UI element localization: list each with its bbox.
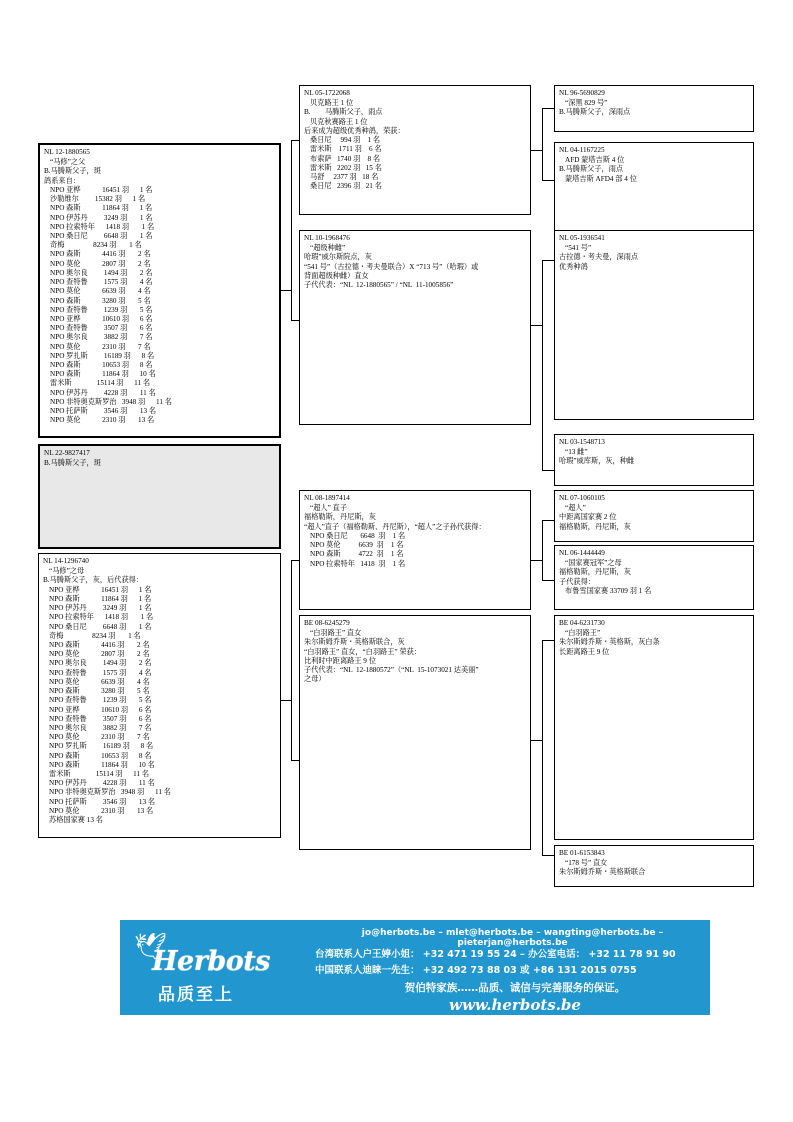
- pigeon-note: 蒙塔吉斯 AFD4 部 4 位: [565, 174, 637, 183]
- result-row: NPO 查特鲁 1239 羽 5 名: [49, 696, 152, 705]
- result-row: NPO 奥尔良 1494 羽 2 名: [49, 659, 152, 668]
- ring-number: NL 08-1897414: [304, 494, 350, 502]
- ring-number: NL 05-1722068: [304, 89, 350, 97]
- result-row: NPO 桑日尼 6648 羽 1 名: [50, 231, 153, 240]
- pedigree-node-dam: [38, 553, 281, 838]
- result-row: NPO 奥尔良 3882 羽 7 名: [49, 723, 152, 732]
- pigeon-strain: 朱尔斯姆乔斯・英格斯，灰白条: [559, 638, 660, 647]
- pigeon-name: “超人”: [565, 504, 586, 513]
- result-row: 布索萨 1740 羽 8 名: [310, 154, 381, 163]
- pigeon-strain: 福格勒斯，丹尼斯，灰: [559, 522, 631, 531]
- result-row: NPO 伊苏丹 3249 羽 1 名: [50, 213, 153, 222]
- pedigree-node-gen3-a: [554, 85, 754, 132]
- pigeon-strain: 朱尔斯姆乔斯・英格斯联合: [559, 868, 646, 877]
- pigeon-note: “541 号”（古拉德・考夫曼联合）X “713 号”（哈瑕）或: [304, 262, 479, 271]
- brand-slogan-cn: 品质至上: [158, 985, 234, 1005]
- result-list: [44, 186, 275, 426]
- result-row: NPO 桑日尼 6648 羽 1 名: [310, 531, 406, 540]
- result-row: 布鲁雪国家赛 33709 羽 1 名: [565, 586, 652, 595]
- ring-number: NL 22-9827417: [44, 449, 90, 457]
- connector: [530, 740, 542, 741]
- website-link[interactable]: www.herbots.be: [449, 996, 581, 1014]
- ring-number: NL 05-1936541: [559, 234, 605, 242]
- result-row: NPO 莫伦 2310 羽 13 名: [50, 416, 155, 425]
- pigeon-note: 后来成为超级优秀种鸽，荣获：: [304, 126, 405, 135]
- result-row: 马舒 2377 羽 18 名: [310, 172, 379, 181]
- dove-icon: 🕊: [134, 932, 168, 961]
- banner-slogan: 贺伯特家族……品质、诚信与完善服务的保证。: [404, 982, 626, 994]
- pigeon-note: 背面超级种雌）直女: [304, 271, 369, 280]
- ring-number: NL 96-5690829: [559, 89, 605, 97]
- pedigree-node-gen2-d: [299, 615, 531, 850]
- connector: [542, 260, 543, 470]
- result-row: NPO 森斯 4416 羽 2 名: [50, 250, 151, 259]
- pedigree-node-gen2-a: [299, 85, 531, 215]
- connector: [530, 325, 542, 326]
- result-row: NPO 亚桦 10610 羽 6 名: [49, 705, 152, 714]
- result-row: 奇梅 8234 羽 1 名: [50, 241, 142, 250]
- pigeon-note: AFD 蒙塔吉斯 4 位: [565, 156, 625, 165]
- connector: [530, 560, 542, 561]
- result-row: NPO 森斯 11864 羽 1 名: [49, 594, 152, 603]
- ring-number: BE 08-6245279: [304, 619, 350, 627]
- result-row: NPO 莫伦 2310 羽 13 名: [49, 806, 154, 815]
- pigeon-strain: B.马腾斯父子，斑: [44, 459, 101, 468]
- result-row: NPO 亚桦 10610 羽 6 名: [50, 314, 153, 323]
- connector: [542, 520, 543, 580]
- pigeon-note: 中距离国家赛 2 位: [559, 513, 617, 522]
- result-row: NPO 伊苏丹 4228 羽 11 名: [49, 779, 155, 788]
- ring-number: NL 03-1548713: [559, 438, 605, 446]
- pigeon-note: “白羽路王” 直女，“白羽路王” 荣获：: [304, 647, 421, 656]
- result-row: NPO 罗扎斯 16189 羽 8 名: [49, 742, 154, 751]
- pedigree-node-sire: [38, 143, 281, 438]
- pigeon-note: 优秀种鸽: [559, 262, 588, 271]
- herbots-banner: [120, 920, 710, 1015]
- connector: [530, 150, 542, 151]
- result-row: 雷米斯 2202 羽 15 名: [310, 163, 382, 172]
- connector: [542, 108, 543, 180]
- pigeon-strain: 哈瑕”威库斯，灰，种雌: [559, 457, 635, 466]
- connector: [542, 640, 543, 855]
- pigeon-note: 子代获得：: [559, 577, 595, 586]
- pedigree-node-gen3-d: [554, 434, 754, 486]
- result-row: NPO 森斯 3280 羽 5 名: [50, 296, 151, 305]
- pedigree-node-gen3-b: [554, 142, 754, 232]
- pigeon-strain: 哈瑕”威尔斯院点，灰: [304, 253, 372, 262]
- pedigree-node-gen3-c: [554, 230, 754, 420]
- result-row: NPO 莫伦 6639 羽 4 名: [49, 677, 150, 686]
- pigeon-note: 之母）: [304, 675, 326, 684]
- pigeon-name: “马修”之父: [50, 158, 86, 167]
- pigeon-name: “13 雌”: [565, 448, 588, 457]
- pedigree-node-gen3-f: [554, 545, 754, 610]
- result-row: NPO 森斯 3280 羽 5 名: [49, 687, 150, 696]
- pigeon-name: “白羽路王” 直女: [310, 629, 362, 638]
- result-row: NPO 非特奥克斯罗治 3948 羽 11 名: [49, 788, 171, 797]
- pigeon-strain: 朱尔斯姆乔斯・英格斯联合，灰: [304, 638, 405, 647]
- result-row: NPO 森斯 11864 羽 10 名: [50, 370, 156, 379]
- result-row: NPO 莫伦 2310 羽 7 名: [50, 342, 151, 351]
- pigeon-strain: 福格勒斯，丹尼斯，灰: [559, 568, 631, 577]
- result-row: NPO 亚桦 16451 羽 1 名: [49, 585, 152, 594]
- ring-number: BE 01-6153843: [559, 849, 605, 857]
- pigeon-name: “马修”之母: [49, 567, 85, 576]
- pigeon-strain: 古拉德・考夫曼，深雨点: [559, 253, 639, 262]
- result-row: NPO 奥尔良 1494 羽 2 名: [50, 268, 153, 277]
- pigeon-name: “541 号”: [565, 244, 592, 253]
- ring-number: BE 04-6231730: [559, 619, 605, 627]
- pigeon-name: “超人” 直子: [310, 504, 347, 513]
- pedigree-node-gen3-e: [554, 490, 754, 542]
- result-row: NPO 森斯 11864 羽 1 名: [50, 204, 153, 213]
- result-row: NPO 亚桦 16451 羽 1 名: [50, 185, 153, 194]
- pigeon-name: “国家赛冠军”之母: [565, 559, 622, 568]
- result-row: 雷米斯 15114 羽 11 名: [50, 379, 151, 388]
- pigeon-note: “超人”直子（福格勒斯、丹尼斯），“超人”之子孙代获得：: [304, 522, 486, 531]
- result-row: NPO 莫伦 6639 羽 1 名: [310, 541, 404, 550]
- ring-number: NL 07-1060105: [559, 494, 605, 502]
- pigeon-note: 子代代表：“NL 12-1880572”（“NL 15-1073021 达美丽”: [304, 666, 479, 675]
- pigeon-note: 长距离路王 9 位: [559, 647, 610, 656]
- result-row: NPO 罗扎斯 16189 羽 8 名: [50, 351, 155, 360]
- result-row: NPO 奥尔良 3882 羽 7 名: [50, 333, 153, 342]
- connector: [291, 140, 292, 320]
- result-row: 雷米斯 1711 羽 6 名: [310, 145, 382, 154]
- result-row: 雷米斯 15114 羽 11 名: [49, 770, 150, 779]
- connector: [291, 560, 292, 760]
- result-row: NPO 拉索特年 1418 羽 1 名: [310, 559, 406, 568]
- pedigree-node-gen2-b: [299, 230, 531, 425]
- result-row: NPO 查特鲁 1239 羽 5 名: [50, 305, 153, 314]
- result-row: NPO 拉索特年 1418 羽 1 名: [50, 222, 155, 231]
- result-row: NPO 查特鲁 3507 羽 6 名: [50, 324, 153, 333]
- pigeon-strain: B.马腾斯父子，雨点: [559, 165, 624, 174]
- pigeon-note: 比利时中距离路王 9 位: [304, 656, 376, 665]
- result-row: NPO 森斯 4722 羽 1 名: [310, 550, 404, 559]
- result-row: NPO 拉索特年 1418 羽 1 名: [49, 613, 154, 622]
- pigeon-note: 子代代表：“NL 12-1880565” / “NL 11-1005856”: [304, 281, 454, 290]
- result-row: NPO 托萨斯 3546 羽 13 名: [49, 797, 156, 806]
- result-row: 桑日尼 2396 羽 21 名: [310, 182, 382, 191]
- result-row: 奇梅 8234 羽 1 名: [49, 631, 141, 640]
- pigeon-note: 贝克秋赛路王 1 位: [310, 117, 368, 126]
- ring-number: NL 14-1296740: [43, 557, 89, 565]
- pigeon-strain: B.马腾斯父子，灰，后代获得：: [43, 576, 144, 585]
- pigeon-strain: B.马腾斯父子，斑: [44, 167, 101, 176]
- herbots-logo: [130, 932, 315, 1007]
- result-row: NPO 莫伦 2310 羽 7 名: [49, 733, 150, 742]
- pigeon-note: 鸽系来自：: [44, 176, 80, 185]
- ring-number: NL 10-1968476: [304, 234, 350, 242]
- pigeon-strain: B.马腾斯父子，深雨点: [559, 108, 631, 117]
- pigeon-name: “178 号” 直女: [565, 859, 608, 868]
- pedigree-node-gen3-g: [554, 615, 754, 840]
- result-row: 沙勒维尔 15382 羽 1 名: [50, 195, 146, 204]
- brand-name: Herbots: [152, 946, 270, 977]
- contact-emails[interactable]: jo@herbots.be – mlet@herbots.be – wangting@herbots.be – pieterjan@herbots.be: [361, 928, 664, 948]
- pedigree-node-gen3-h: [554, 845, 754, 887]
- pedigree-node-subject: [38, 444, 281, 549]
- pigeon-strain: B. 马腾斯父子，雨点: [304, 108, 383, 117]
- result-list: [43, 586, 276, 826]
- result-row: NPO 查特鲁 3507 羽 6 名: [49, 714, 152, 723]
- result-row: NPO 伊苏丹 3249 羽 1 名: [49, 604, 152, 613]
- pigeon-name: “超级种雌”: [310, 244, 346, 253]
- pigeon-name: “白羽路王”: [565, 629, 601, 638]
- contact-line-china: 中国联系人迪睐一先生： +32 492 73 88 03 或 +86 131 2015 0755: [315, 965, 637, 976]
- result-row: NPO 森斯 4416 羽 2 名: [49, 640, 150, 649]
- result-row: NPO 桑日尼 6648 羽 1 名: [49, 622, 152, 631]
- result-row: NPO 查特鲁 1575 羽 4 名: [50, 278, 153, 287]
- result-row: 苏格国家赛 13 名: [49, 816, 103, 825]
- result-row: NPO 森斯 11864 羽 10 名: [49, 760, 155, 769]
- result-row: NPO 莫伦 6639 羽 4 名: [50, 287, 151, 296]
- pigeon-note: 贝克路王 1 位: [310, 99, 354, 108]
- pigeon-name: “深黑 829 号”: [565, 99, 608, 108]
- result-row: NPO 非特奥克斯罗治 3948 羽 11 名: [50, 397, 172, 406]
- result-row: 桑日尼 994 羽 1 名: [310, 136, 381, 145]
- result-row: NPO 查特鲁 1575 羽 4 名: [49, 668, 152, 677]
- result-row: NPO 托萨斯 3546 羽 13 名: [50, 407, 157, 416]
- ring-number: NL 04-1167225: [559, 146, 605, 154]
- result-row: NPO 莫伦 2807 羽 2 名: [49, 650, 150, 659]
- result-row: NPO 伊苏丹 4228 羽 11 名: [50, 388, 156, 397]
- result-row: NPO 森斯 10653 羽 8 名: [49, 751, 152, 760]
- result-row: NPO 森斯 10653 羽 8 名: [50, 361, 153, 370]
- pedigree-node-gen2-c: [299, 490, 531, 610]
- pigeon-strain: 福格勒斯，丹尼斯，灰: [304, 513, 376, 522]
- result-row: NPO 莫伦 2807 羽 2 名: [50, 259, 151, 268]
- ring-number: NL 06-1444449: [559, 549, 605, 557]
- ring-number: NL 12-1880565: [44, 148, 90, 156]
- contact-line-taiwan: 台湾联系人户王婷小姐： +32 471 19 55 24 – 办公室电话： +32 11 78 91 90: [315, 949, 676, 960]
